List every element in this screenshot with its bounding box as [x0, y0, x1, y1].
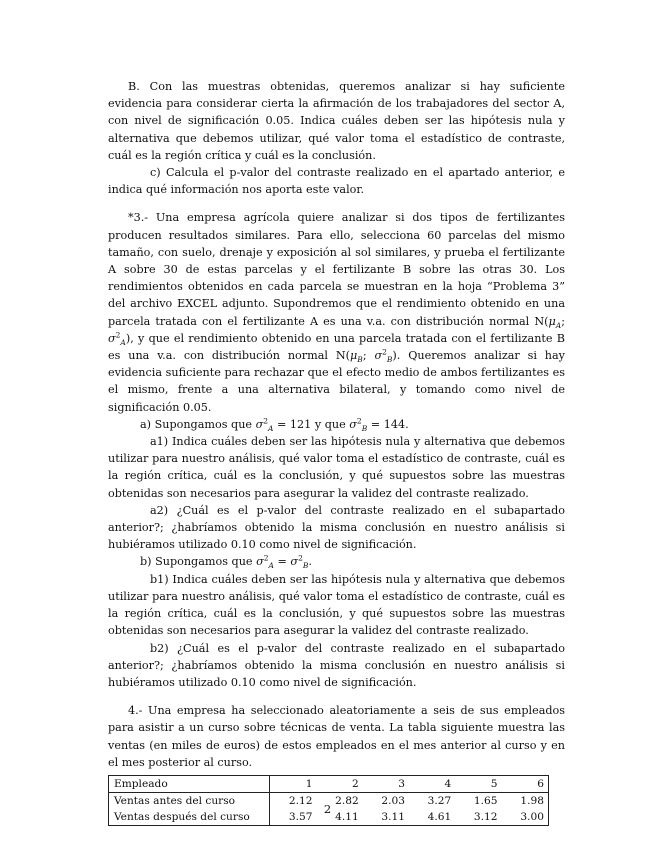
problem3-intro: *3.- Una empresa agrícola quiere analizar si dos tipos de fertilizantes producen resultados similares. Para ello, selecciona 60 parcelas del mismo tamaño, con suelo, drenaje y exposición al sol similares, y prueba el fertilizante A sobre 30 de estas parcelas y el fertilizante B sobre las otras 30. Los rendimientos obtenidos en cada parcela se muestran en la hoja “Problema 3” del archivo EXCEL adjunto. Supondremos que el rendimiento obtenido en una parcela tratada con el fertilizante A es una v.a. con distribución normal $N(\mu_A$; $\sigma^2_A$), y que el rendimiento obtenido en una parcela tratada con el fertilizante B es una v.a. con distribución normal $N(\mu_B$; $\sigma^2_B$). Queremos analizar si hay evidencia suficiente para rechazar que el efecto medio de ambos fertilizantes es el mismo, frente a una alternativa bilateral, y tomando como nivel de significación 0.05.	[108, 211, 565, 414]
table-header-row	[109, 775, 549, 792]
page-number: 2	[323, 802, 332, 816]
problem4-intro: 4.- Una empresa ha seleccionado aleatoriamente a seis de sus empleados para asistir a un curso sobre técnicas de venta. La tabla siguiente muestra las ventas (en miles de euros) de estos empleados en el mes anterior al curso y en el mes posterior al curso.	[108, 704, 565, 769]
problem3-b: b) Supongamos que $\sigma^2_A = \sigma^2_B$.	[140, 553, 312, 571]
table-header-cell: 4	[409, 775, 455, 792]
table-header-cell: 5	[455, 775, 501, 792]
problem3-intro-b: ), y que el rendimiento obtenido en una parcela tratada con el fertilizante B es una v.a. con distribución normal N(	[108, 331, 565, 363]
table-cell: 3.27	[409, 792, 455, 809]
problem3-intro-c: ). Queremos analizar si hay evidencia suficiente para rechazar que el efecto medio de ambos fertilizantes es el mismo, frente a una alternativa bilateral, y tomando como nivel de significación 0.05.	[108, 349, 565, 414]
table-header-cell: 3	[363, 775, 409, 792]
table-cell: 3.12	[455, 809, 501, 826]
problem3-a2: a2) ¿Cuál es el p-valor del contraste realizado en el subapartado anterior?; ¿habríamos obtenido la misma conclusión en nuestro análisis si hubiéramos utilizado 0.10 como nivel de significación.	[108, 503, 565, 552]
problem3-a1: a1) Indica cuáles deben ser las hipótesis nula y alternativa que debemos utilizar para nuestro análisis, qué valor toma el estadístico de contraste, cuál es la región crítica, cuál es la conclusión, y qué supuestos sobre las muestras obtenidas son necesarios para asegurar la validez del contraste realizado.	[108, 435, 565, 500]
table-header-cell: Empleado	[109, 775, 270, 792]
table-cell: 2.82	[316, 792, 362, 809]
table-cell: 3.11	[363, 809, 409, 826]
problem3-b1: b1) Indica cuáles deben ser las hipótesis nula y alternativa que debemos utilizar para nuestro análisis, qué valor toma el estadístico de contraste, cuál es la región crítica, cuál es la conclusión, y qué supuestos sobre las muestras obtenidas son necesarios para asegurar la validez del contraste realizado.	[108, 572, 565, 638]
table-header-cell: 1	[270, 775, 317, 792]
table-cell: 4.11	[316, 809, 362, 826]
table-cell: Ventas después del curso	[109, 809, 270, 826]
problem3-b-label: b) Supongamos que	[140, 555, 257, 569]
problem3-a-cond1: = 121	[277, 417, 312, 431]
problem3-b2: b2) ¿Cuál es el p-valor del contraste realizado en el subapartado anterior?; ¿habríamos obtenido la misma conclusión en nuestro análisis si hubiéramos utilizado 0.10 como nivel de significación.	[108, 641, 565, 689]
table-cell: 1.65	[455, 792, 501, 809]
table-cell: 2.12	[270, 792, 317, 809]
table-cell: 1.98	[501, 792, 548, 809]
problem3-a-cond2: = 144.	[370, 417, 409, 431]
table-cell: Ventas antes del curso	[109, 792, 270, 809]
problem3-a-label: a) Supongamos que	[140, 417, 256, 431]
problem3-a-mid: y que	[311, 417, 350, 431]
table-cell: 3.57	[270, 809, 317, 826]
problem3-a: a) Supongamos que $\sigma^2_A = 121$ y que $\sigma^2_B = 144$.	[140, 416, 409, 434]
problem3-intro-a: *3.- Una empresa agrícola quiere analizar si dos tipos de fertilizantes producen resultados similares. Para ello, selecciona 60 parcelas del mismo tamaño, con suelo, drenaje y exposición al sol similares, y prueba el fertilizante A sobre 30 de estas parcelas y el fertilizante B sobre las otras 30. Los rendimientos obtenidos en cada parcela se muestran en la hoja “Problema 3” del archivo EXCEL adjunto. Supondremos que el rendimiento obtenido en una parcela tratada con el fertilizante A es una v.a. con distribución normal N(	[108, 211, 565, 328]
section-b-paragraph: B. Con las muestras obtenidas, queremos analizar si hay suficiente evidencia para considerar cierta la afirmación de los trabajadores del sector A, con nivel de significación 0.05. Indica cuáles deben ser las hipótesis nula y alternativa que debemos utilizar, qué valor toma el estadístico de contraste, cuál es la región crítica y cuál es la conclusión.	[108, 80, 565, 162]
table-header-cell: 6	[501, 775, 548, 792]
table-header-cell: 2	[316, 775, 362, 792]
document-page	[108, 78, 565, 826]
section-c-paragraph: c) Calcula el p-valor del contraste realizado en el apartado anterior, e indica qué información nos aporta este valor.	[108, 166, 565, 197]
table-cell: 4.61	[409, 809, 455, 826]
table-cell: 2.03	[363, 792, 409, 809]
table-cell: 3.00	[501, 809, 548, 826]
